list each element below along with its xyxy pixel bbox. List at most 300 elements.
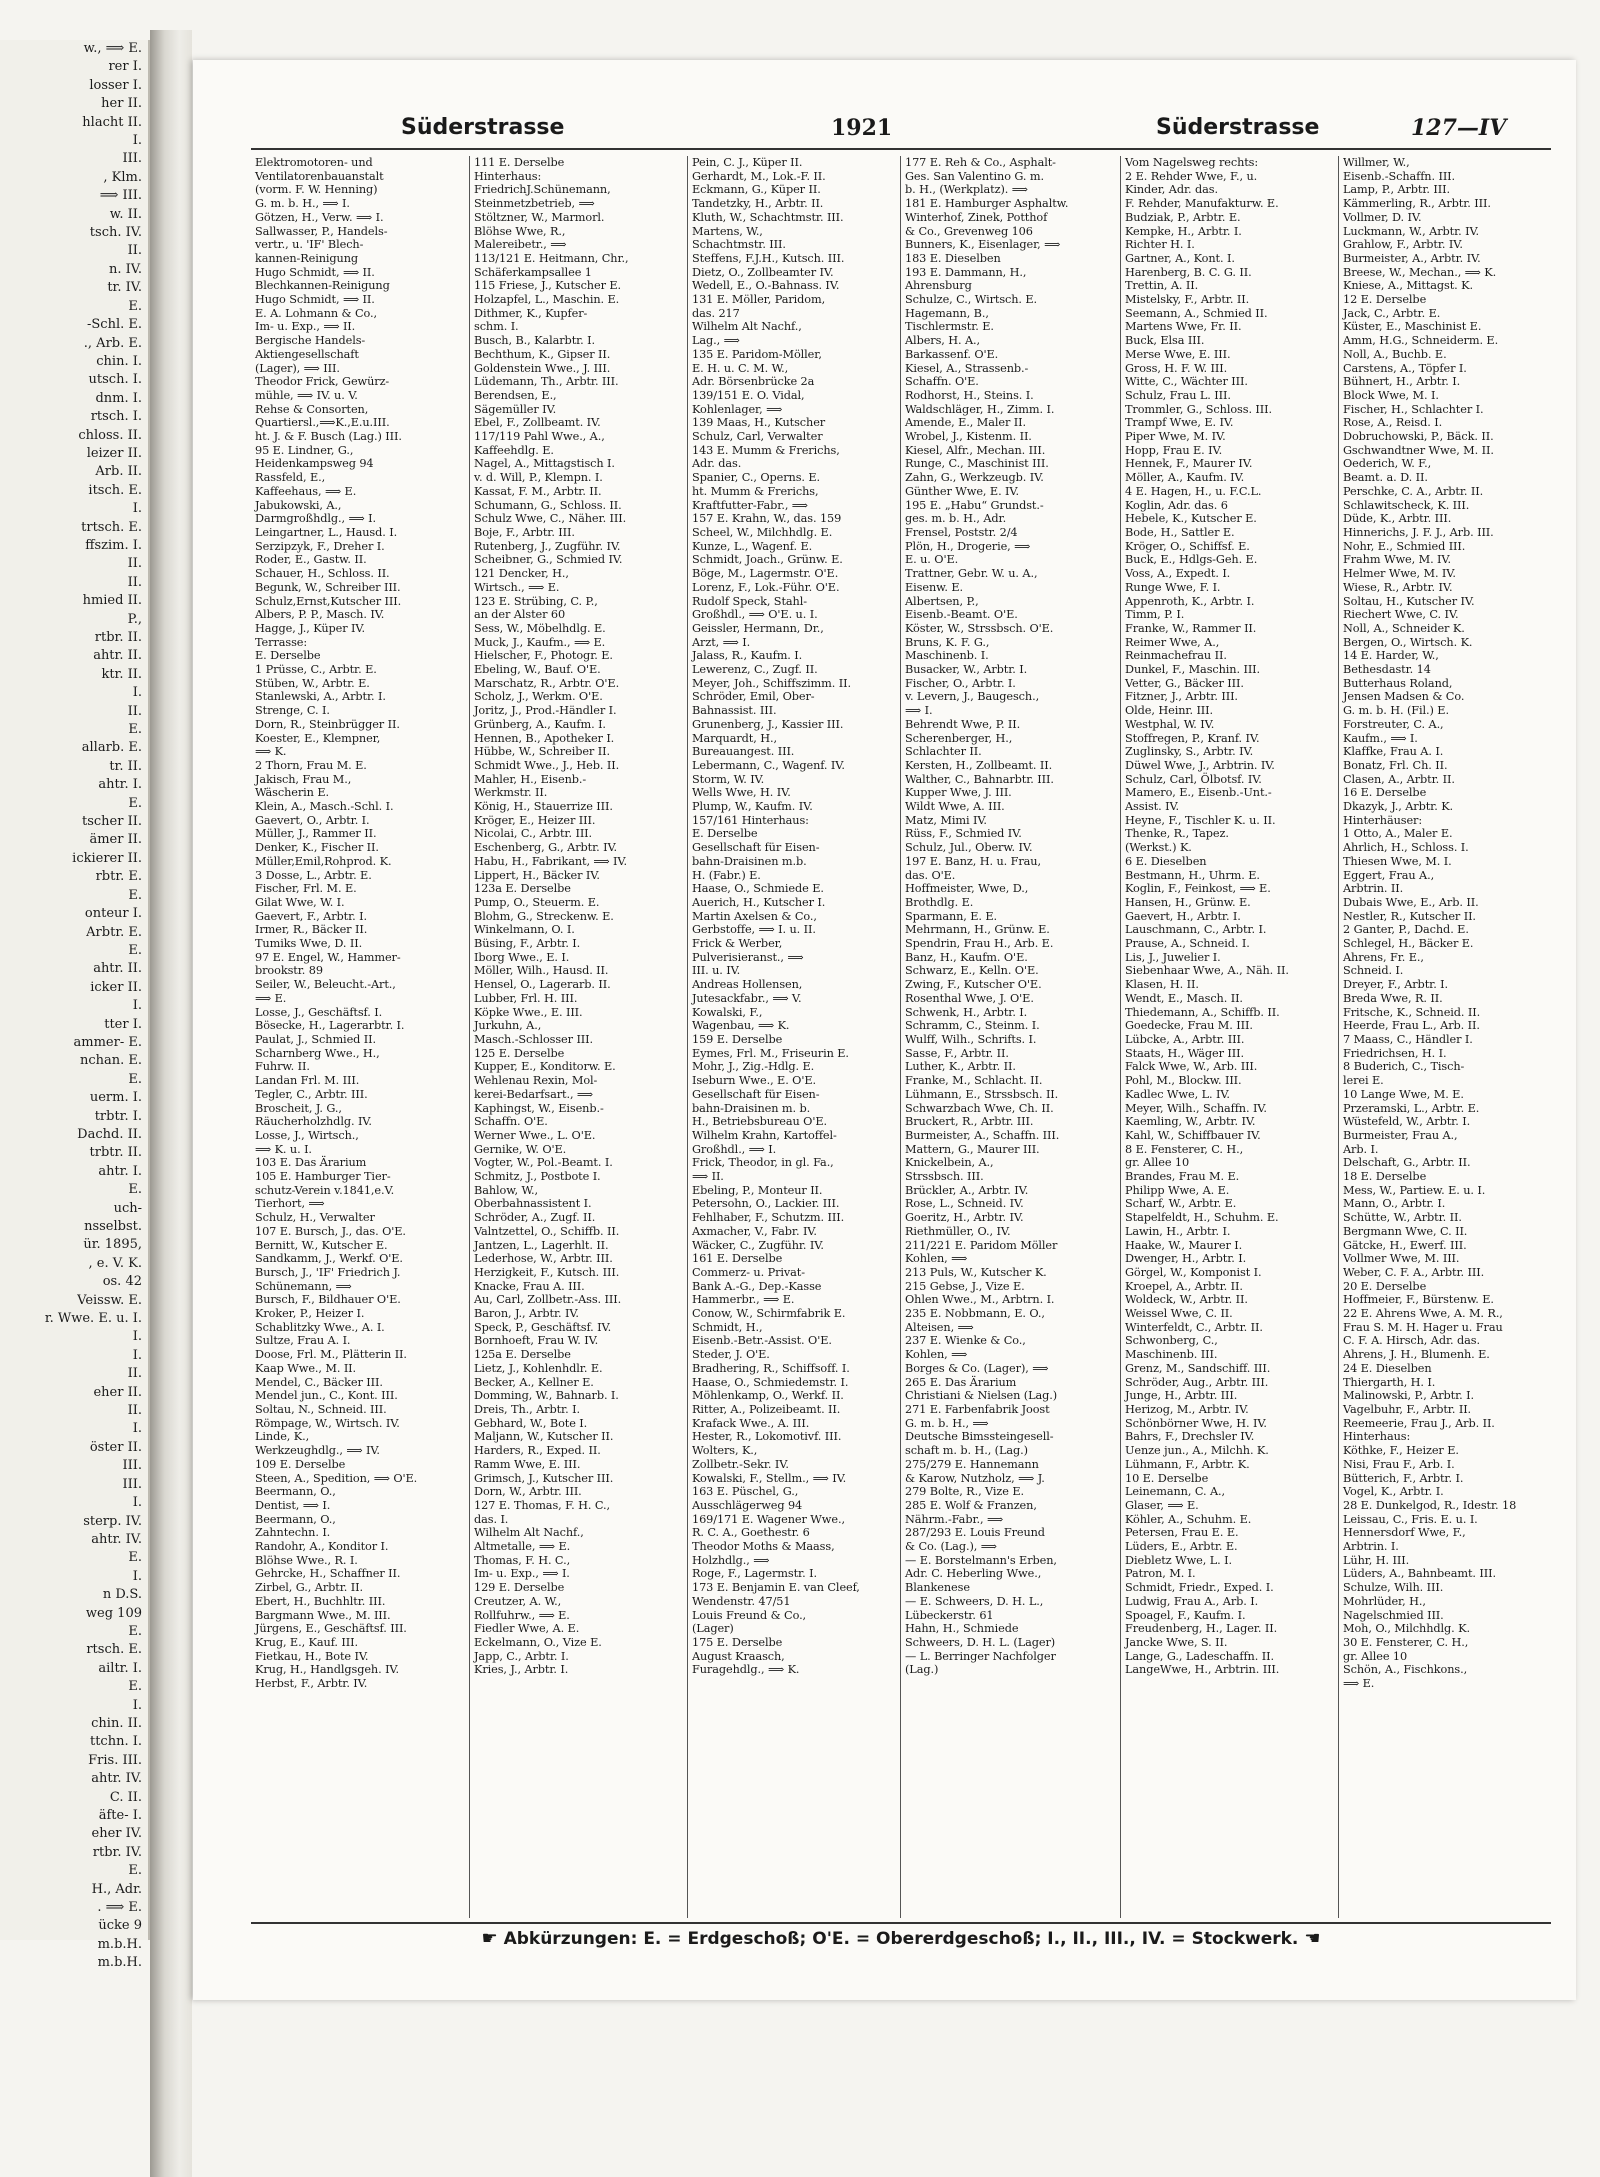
directory-entry: Thenke, R., Tapez.: [1125, 827, 1229, 841]
left-page-entry-fragment: her II.: [101, 96, 142, 112]
directory-entry: Witte, C., Wächter III.: [1125, 375, 1248, 389]
directory-entry: Adr. das.: [692, 457, 742, 471]
directory-entry: 18 E. Derselbe: [1343, 1170, 1427, 1184]
directory-entry: Noll, A., Buchb. E.: [1343, 347, 1447, 361]
directory-entry: Mamero, E., Eisenb.-Unt.-: [1125, 786, 1272, 800]
directory-entry: Goldenstein Wwe., J. III.: [474, 361, 611, 375]
directory-entry: Bursch, J., 'IF' Friedrich J.: [255, 1265, 401, 1279]
directory-entry: Buck, E., Hdlgs-Geh. E.: [1125, 553, 1258, 567]
left-page-entry-fragment: H., Adr.: [91, 1881, 142, 1897]
directory-entry: Piper Wwe, M. IV.: [1125, 430, 1226, 444]
directory-entry: Kowalski, F., Stellm., ⟹ IV.: [692, 1471, 847, 1485]
directory-entry: Assist. IV.: [1125, 800, 1180, 814]
directory-entry: Schmidt, H.,: [692, 1320, 763, 1334]
directory-entry: Mohr, J., Zig.-Hdlg. E.: [692, 1060, 815, 1074]
directory-entry: 123 E. Strübing, C. P.,: [474, 594, 598, 608]
directory-entry: Kassat, F. M., Arbtr. II.: [474, 484, 602, 498]
directory-entry: Ludwig, Frau A., Arb. I.: [1125, 1594, 1259, 1608]
directory-entry: Serzipzyk, F., Dreher I.: [255, 539, 385, 553]
left-page-entry-fragment: ickierer II.: [72, 850, 142, 866]
directory-entry: Axmacher, V., Fabr. IV.: [692, 1224, 817, 1238]
directory-entry: Dubais Wwe, E., Arb. II.: [1343, 895, 1479, 909]
directory-entry: Adr. Börsenbrücke 2a: [692, 375, 815, 389]
directory-entry: Mann, O., Arbtr. I.: [1343, 1197, 1446, 1211]
directory-entry: Ebert, H., Buchhltr. III.: [255, 1594, 386, 1608]
left-page-entry-fragment: ahtr. II.: [93, 648, 142, 664]
directory-entry: 8 E. Fensterer, C. H.,: [1125, 1142, 1244, 1156]
directory-entry: Fietkau, H., Bote IV.: [255, 1649, 369, 1663]
directory-entry: Eckmann, G., Küper II.: [692, 183, 821, 197]
directory-entry: Bethesdastr. 14: [1343, 663, 1431, 677]
abbreviations-legend: [251, 1928, 1551, 1949]
directory-entry: Rehse & Consorten,: [255, 402, 369, 416]
directory-entry: brookstr. 89: [255, 964, 323, 978]
directory-entry: Fuhrw. II.: [255, 1060, 310, 1074]
directory-entry: Zwing, F., Kutscher O'E.: [905, 978, 1042, 992]
directory-entry: Gschwandtner Wwe, M. II.: [1343, 443, 1494, 457]
directory-entry: Weber, C. F. A., Arbtr. III.: [1343, 1265, 1485, 1279]
left-page-entry-fragment: äfte- I.: [98, 1808, 142, 1823]
directory-entry: Düde, K., Arbtr. III.: [1343, 512, 1452, 526]
directory-entry: Schwenk, H., Arbtr. I.: [905, 1005, 1028, 1019]
directory-entry: 20 E. Derselbe: [1343, 1279, 1427, 1293]
directory-entry: Lederhose, W., Arbtr. III.: [474, 1252, 613, 1266]
directory-entry: Wilhelm Alt Nachf.,: [474, 1526, 584, 1540]
directory-entry: Paulat, J., Schmied II.: [255, 1033, 376, 1046]
directory-entry: das. I.: [474, 1512, 509, 1526]
directory-entry: Appenroth, K., Arbtr. I.: [1125, 594, 1255, 608]
directory-entry: Schünemann, ⟹: [255, 1279, 352, 1293]
directory-entry: das. O'E.: [905, 868, 956, 882]
directory-entry: Dorn, W., Arbtr. III.: [474, 1485, 582, 1499]
left-page-entry-fragment: n. IV.: [108, 261, 142, 277]
directory-entry: bahn-Draisinen m. b.: [692, 1101, 811, 1115]
directory-entry: ⟹ II.: [692, 1170, 724, 1184]
directory-entry: Grahlow, F., Arbtr. IV.: [1343, 238, 1463, 252]
directory-entry: Nohr, E., Schmied III.: [1343, 539, 1466, 553]
directory-entry: Krug, H., Handlgsgeh. IV.: [255, 1663, 400, 1677]
directory-entry: Reemeerie, Frau J., Arb. II.: [1343, 1416, 1495, 1430]
directory-entry: Lüders, E., Arbtr. E.: [1125, 1540, 1238, 1554]
left-page-entry-fragment: E.: [128, 722, 142, 738]
directory-entry: Mess, W., Partiew. E. u. I.: [1343, 1183, 1486, 1197]
footer-rule: [251, 1922, 1551, 1924]
directory-entry: Fiedler Wwe, A. E.: [474, 1622, 580, 1636]
directory-entry: Sasse, F., Arbtr. II.: [905, 1046, 1009, 1060]
directory-entry: Wäscherin E.: [255, 786, 329, 800]
left-page-entry-fragment: uch-: [113, 1200, 142, 1216]
directory-entry: Hübbe, W., Schreiber II.: [474, 745, 610, 759]
directory-entry: Bornhoeft, Frau W. IV.: [474, 1334, 599, 1348]
directory-entry: Doose, Frl. M., Plätterin II.: [255, 1348, 407, 1362]
directory-entry: 181 E. Hamburger Asphaltw.: [905, 197, 1069, 211]
directory-entry: Götzen, H., Verw. ⟹ I.: [255, 210, 384, 224]
directory-entry: Irmer, R., Bäcker II.: [255, 923, 368, 937]
directory-entry: Hennersdorf Wwe, F.,: [1343, 1526, 1466, 1540]
directory-entry: Brandes, Frau M. E.: [1125, 1170, 1240, 1184]
left-page-entry-fragment: P.,: [127, 611, 142, 627]
directory-entry: ⟹ E.: [1343, 1677, 1375, 1691]
abbreviations-text: Abkürzungen: E. = Erdgeschoß; O'E. = Obererdgeschoß; I., II., III., IV. = Stockwerk.: [503, 1929, 1299, 1949]
directory-entry: Müller, J., Rammer II.: [255, 827, 377, 841]
directory-entry: Glaser, ⟹ E.: [1125, 1498, 1199, 1512]
pointing-hand-left-icon: ☛: [481, 1928, 498, 1949]
directory-entry: Burmeister, Frau A.,: [1343, 1128, 1458, 1142]
directory-entry: Thiesen Wwe, M. I.: [1343, 854, 1452, 868]
directory-entry: Butterhaus Roland,: [1343, 676, 1453, 690]
directory-entry: Steinmetzbetrieb, ⟹: [474, 197, 595, 211]
directory-entry: Fehlhaber, F., Schutzm. III.: [692, 1211, 845, 1225]
directory-entry: Denker, K., Fischer II.: [255, 841, 379, 855]
directory-entry: Arb. I.: [1343, 1142, 1379, 1156]
directory-entry: Rutenberg, J., Zugführ. IV.: [474, 539, 621, 553]
directory-entry: Pein, C. J., Küper II.: [692, 156, 803, 169]
left-page-entry-fragment: tr. IV.: [107, 280, 142, 296]
left-page-entry-fragment: rtsch. E.: [86, 1642, 142, 1658]
directory-entry: Fitzner, J., Arbtr. III.: [1125, 690, 1238, 704]
directory-entry: Bank A.-G., Dep.-Kasse: [692, 1279, 822, 1293]
directory-entry: Deutsche Bimssteingesell-: [905, 1430, 1054, 1444]
directory-entry: Dorn, R., Steinbrügger II.: [255, 717, 400, 731]
left-page-entry-fragment: I.: [132, 1329, 142, 1345]
directory-entry: Bruns, K. F. G.,: [905, 635, 990, 649]
directory-entry: Hoffmeister, Wwe, D.,: [905, 882, 1029, 896]
directory-entry: Beermann, O.,: [255, 1485, 336, 1499]
directory-entry: lerei E.: [1343, 1074, 1384, 1088]
directory-entry: Alteisen, ⟹: [905, 1320, 974, 1334]
directory-entry: Ausschlägerweg 94: [692, 1498, 803, 1512]
directory-entry: Wehlenau Rexin, Mol-: [474, 1074, 598, 1088]
pointing-hand-right-icon: ☚: [1304, 1928, 1321, 1949]
directory-entry: Fischer, Frl. M. E.: [255, 882, 357, 896]
left-page-entry-fragment: Arbtr. E.: [86, 924, 142, 940]
directory-entry: 4 E. Hagen, H., u. F.C.L.: [1125, 484, 1262, 498]
directory-entry: Gernike, W. O'E.: [474, 1142, 567, 1156]
directory-entry: Jutesackfabr., ⟹ V.: [692, 991, 802, 1005]
directory-entry: 123a E. Derselbe: [474, 882, 571, 896]
directory-entry: Arbtrin. II.: [1343, 882, 1404, 896]
directory-entry: Eisenb.-Schaffn. III.: [1343, 169, 1456, 183]
directory-entry: Lippert, H., Bäcker IV.: [474, 868, 600, 882]
directory-entry: Bösecke, H., Lagerarbtr. I.: [255, 1019, 405, 1033]
directory-entry: 30 E. Fensterer, C. H.,: [1343, 1635, 1469, 1649]
directory-entry: Dunkel, F., Maschin. III.: [1125, 663, 1261, 677]
directory-entry: Winterfeldt, C., Arbtr. II.: [1125, 1320, 1263, 1334]
directory-entry: Helmer Wwe, M. IV.: [1343, 567, 1456, 581]
directory-entry: Heyne, F., Tischler K. u. II.: [1125, 813, 1276, 827]
directory-entry: Reimer Wwe, A.,: [1125, 635, 1220, 649]
directory-entry: & Karow, Nutzholz, ⟹ J.: [905, 1471, 1045, 1485]
left-page-entry-fragment: E.: [128, 1679, 142, 1695]
directory-entry: Vogter, W., Pol.-Beamt. I.: [474, 1156, 613, 1170]
directory-entry: Breda Wwe, R. II.: [1343, 991, 1443, 1005]
directory-entry: Goedecke, Frau M. III.: [1125, 1019, 1253, 1033]
directory-entry: Jack, C., Arbtr. E.: [1343, 306, 1441, 320]
directory-entry: Linde, K.,: [255, 1430, 310, 1444]
directory-entry: Hoffmeier, F., Bürstenw. E.: [1343, 1293, 1494, 1307]
directory-entry: Ramm Wwe, E. III.: [474, 1457, 581, 1471]
left-page-entry-fragment: rtbr. II.: [94, 630, 142, 645]
directory-entry: Wüstefeld, W., Arbtr. I.: [1343, 1115, 1471, 1129]
directory-entry: Schmidt Wwe., J., Heb. II.: [474, 758, 620, 772]
directory-entry: Dwenger, H., Arbtr. I.: [1125, 1252, 1247, 1266]
directory-entry: Kröger, E., Heizer III.: [474, 813, 596, 827]
directory-entry: Mehrmann, H., Grünw. E.: [905, 923, 1050, 937]
directory-entry: Merse Wwe, E. III.: [1125, 347, 1231, 361]
directory-entry: Koglin, Adr. das. 6: [1125, 498, 1228, 512]
left-page-entry-fragment: I.: [132, 1347, 142, 1363]
directory-entry: Lühr, H. III.: [1343, 1553, 1410, 1567]
directory-entry: 1 Otto, A., Maler E.: [1343, 827, 1453, 841]
directory-entry: Köpke Wwe., E. III.: [474, 1005, 583, 1019]
directory-entry: kerei-Bedarfsart., ⟹: [474, 1087, 594, 1101]
left-page-entry-fragment: , Klm.: [103, 169, 142, 185]
directory-entry: Marquardt, H.,: [692, 731, 777, 745]
directory-entry: Lebermann, C., Wagenf. IV.: [692, 758, 845, 772]
directory-entry: Gross, H. F. W. III.: [1125, 361, 1228, 375]
directory-entry: Büsing, F., Arbtr. I.: [474, 937, 581, 951]
directory-entry: Busacker, W., Arbtr. I.: [905, 663, 1028, 677]
directory-entry: Kowalski, F.,: [692, 1005, 763, 1019]
directory-entry: Hagge, J., Küper IV.: [255, 621, 365, 635]
directory-entry: Haase, O., Schmiedemstr. I.: [692, 1375, 849, 1389]
directory-entry: 195 E. „Habu“ Grundst.-: [905, 498, 1044, 512]
directory-entry: Baron, J., Arbtr. IV.: [474, 1307, 579, 1321]
directory-entry: III. u. IV.: [692, 964, 741, 978]
directory-entry: E. u. O'E.: [905, 553, 959, 567]
directory-entry: G. m. b. H. (Fil.) E.: [1343, 704, 1449, 718]
directory-entry: Zirbel, G., Arbtr. II.: [255, 1581, 363, 1595]
directory-entry: Sparmann, E. E.: [905, 909, 998, 923]
left-page-entry-fragment: II.: [127, 703, 142, 719]
directory-entry: Au, Carl, Zollbetr.-Ass. III.: [474, 1293, 622, 1307]
directory-entry: Schablitzky Wwe., A. I.: [255, 1320, 385, 1334]
directory-entry: Strenge, C. I.: [255, 704, 330, 718]
directory-entry: Goeritz, H., Arbtr. IV.: [905, 1211, 1024, 1225]
directory-entry: Wendenstr. 47/51: [692, 1594, 791, 1608]
directory-entry: Großhdl., ⟹ I.: [692, 1142, 777, 1156]
directory-entry: Becker, A., Kellner E.: [474, 1375, 594, 1389]
left-page-entry-fragment: E.: [128, 1550, 142, 1566]
directory-entry: König, H., Stauerrize III.: [474, 800, 613, 814]
directory-entry: Lubber, Frl. H. III.: [474, 991, 578, 1005]
directory-entry: Schumann, G., Schloss. II.: [474, 498, 622, 512]
directory-entry: August Kraasch,: [692, 1649, 785, 1663]
directory-entry: Spoagel, F., Kaufm. I.: [1125, 1608, 1246, 1622]
directory-entry: Japp, C., Arbtr. I.: [474, 1649, 569, 1663]
directory-entry: Möller, A., Kaufm. IV.: [1125, 471, 1245, 485]
directory-entry: & Co. (Lag.), ⟹: [905, 1540, 997, 1554]
directory-entry: & Co., Grevenweg 106: [905, 224, 1033, 238]
directory-entry: 139/151 E. O. Vidal,: [692, 388, 805, 402]
directory-entry: Hopp, Frau E. IV.: [1125, 443, 1223, 457]
directory-entry: Bahrs, F., Drechsler IV.: [1125, 1430, 1255, 1444]
directory-entry: Iborg Wwe., E. I.: [474, 950, 570, 964]
directory-entry: Thomas, F. H. C.,: [474, 1553, 571, 1567]
left-page-entry-fragment: , e. V. K.: [88, 1255, 142, 1271]
directory-entry: gr. Allee 10: [1125, 1156, 1190, 1170]
left-page-entry-fragment: E.: [128, 1863, 142, 1879]
directory-entry: Zollbetr.-Sekr. IV.: [692, 1457, 789, 1471]
directory-entry: Kraftfutter-Fabr., ⟹: [692, 498, 808, 512]
directory-entry: Gaevert, F., Arbtr. I.: [255, 909, 368, 923]
left-page-entry-fragment: Dachd. II.: [77, 1126, 142, 1142]
directory-entry: Gebhard, W., Bote I.: [474, 1416, 588, 1430]
directory-entry: Bernitt, W., Kutscher E.: [255, 1238, 388, 1252]
directory-entry: Bruckert, R., Arbtr. III.: [905, 1115, 1034, 1129]
directory-entry: Zahn, G., Werkzeugb. IV.: [905, 471, 1044, 485]
directory-entry: Quartiersl.,⟹K.,E.u.III.: [255, 416, 390, 430]
directory-entry: Lüders, A., Bahnbeamt. III.: [1343, 1567, 1496, 1581]
left-page-entry-fragment: trtsch. E.: [81, 519, 142, 535]
directory-entry: Trettin, A. II.: [1125, 279, 1199, 293]
directory-entry: 109 E. Derselbe: [255, 1457, 346, 1471]
directory-entry: 105 E. Hamburger Tier-: [255, 1170, 391, 1184]
directory-entry: Bestmann, H., Uhrm. E.: [1125, 868, 1260, 882]
directory-entry: Eisenb.-Betr.-Assist. O'E.: [692, 1334, 832, 1348]
directory-entry: Schröder, A., Zugf. II.: [474, 1211, 596, 1225]
directory-entry: 175 E. Derselbe: [692, 1635, 783, 1649]
directory-entry: Nährm.-Fabr., ⟹: [905, 1512, 1004, 1526]
directory-entry: Mendel jun., C., Kont. III.: [255, 1389, 398, 1403]
directory-entry: Patron, M. I.: [1125, 1567, 1196, 1581]
directory-entry: Herzigkeit, F., Kutsch. III.: [474, 1265, 620, 1279]
directory-entry: E. Derselbe: [255, 649, 321, 663]
directory-entry: Ebel, F., Zollbeamt. IV.: [474, 416, 601, 430]
directory-entry: LangeWwe, H., Arbtrin. III.: [1125, 1663, 1280, 1677]
left-page-entry-fragment: ücke 9: [98, 1918, 142, 1934]
book-spine: [150, 30, 192, 2177]
directory-entry: Klasen, H. II.: [1125, 978, 1199, 992]
directory-entry: 2 E. Rehder Wwe, F., u.: [1125, 169, 1258, 183]
directory-entry: 12 E. Derselbe: [1343, 293, 1427, 307]
directory-entry: Wäcker, C., Zugführ. IV.: [692, 1238, 824, 1252]
directory-entry: Räucherholzhdlg. IV.: [255, 1115, 372, 1129]
directory-entry: ⟹ K. u. I.: [255, 1142, 312, 1156]
year: 1921: [831, 115, 893, 141]
header-rule: [251, 148, 1551, 150]
directory-entry: Tumiks Wwe, D. II.: [255, 937, 363, 951]
left-page-entry-fragment: ailtr. I.: [98, 1660, 142, 1676]
directory-entry: Mohrlüder, H.,: [1343, 1594, 1426, 1608]
directory-entry: Lamp, P., Arbtr. III.: [1343, 183, 1450, 197]
column-6: [1338, 156, 1555, 1918]
directory-entry: Barkassenf. O'E.: [905, 347, 999, 361]
directory-entry: Willmer, W.,: [1343, 156, 1410, 169]
left-page-entry-fragment: E.: [128, 1182, 142, 1198]
left-page-entry-fragment: Arb. II.: [95, 464, 142, 480]
directory-entry: Seemann, A., Schmied II.: [1125, 306, 1268, 320]
directory-entry: Losse, J., Wirtsch.,: [255, 1128, 359, 1142]
directory-entry: Staats, H., Wäger III.: [1125, 1046, 1244, 1060]
left-page-entry-fragment: Fris. III.: [88, 1752, 142, 1768]
directory-entry: Matz, Mimi IV.: [905, 813, 987, 827]
directory-entry: Schwonberg, C.,: [1125, 1334, 1218, 1348]
directory-entry: Stöltzner, W., Marmorl.: [474, 210, 605, 224]
directory-entry: Scharf, W., Arbtr. E.: [1125, 1197, 1237, 1211]
directory-entry: Conow, W., Schirmfabrik E.: [692, 1307, 846, 1321]
left-page-entry-fragment: chloss. II.: [78, 427, 142, 443]
left-page-entry-fragment: ., Arb. E.: [83, 335, 142, 351]
directory-entry: Meyer, Wilh., Schaffn. IV.: [1125, 1101, 1267, 1115]
left-page-entry-fragment: II.: [127, 243, 142, 259]
directory-entry: Busch, B., Kalarbtr. I.: [474, 334, 596, 348]
directory-entry: Werner Wwe., L. O'E.: [474, 1128, 596, 1142]
directory-entry: Bahlow, W.,: [474, 1183, 538, 1197]
directory-entry: Bergische Handels-: [255, 334, 366, 348]
directory-entry: Seiler, W., Beleucht.-Art.,: [255, 978, 396, 992]
directory-entry: 111 E. Derselbe: [474, 156, 565, 169]
directory-entry: Furagehdlg., ⟹ K.: [692, 1663, 800, 1677]
directory-entry: Reinmachefrau II.: [1125, 649, 1227, 663]
left-page-entry-fragment: allarb. E.: [81, 740, 142, 756]
directory-entry: Lewerenz, C., Zugf. II.: [692, 663, 818, 677]
directory-entry: Falck Wwe, W., Arb. III.: [1125, 1060, 1258, 1074]
directory-entry: Schulze, Wilh. III.: [1343, 1581, 1444, 1595]
directory-entry: Steen, A., Spedition, ⟹ O'E.: [255, 1471, 418, 1485]
directory-entry: Schäferkampsallee 1: [474, 265, 592, 279]
directory-page: [193, 60, 1576, 2000]
directory-entry: Petersen, Frau E. E.: [1125, 1526, 1239, 1540]
directory-entry: Burmeister, A., Arbtr. IV.: [1343, 251, 1481, 265]
directory-entry: 265 E. Das Ärarium: [905, 1375, 1017, 1389]
directory-entry: Martens Wwe, Fr. II.: [1125, 320, 1242, 334]
directory-entry: Forstreuter, C. A.,: [1343, 717, 1444, 731]
directory-entry: ges. m. b. H., Adr.: [905, 512, 1007, 526]
directory-entry: 8 Buderich, C., Tisch-: [1343, 1060, 1465, 1074]
left-page-entry-fragment: I.: [132, 133, 142, 149]
directory-entry: Przeramski, L., Arbtr. E.: [1343, 1101, 1480, 1115]
directory-entry: Schulz,Ernst,Kutscher III.: [255, 594, 402, 608]
directory-entry: Malinowski, P., Arbtr. I.: [1343, 1389, 1475, 1403]
left-page-entry-fragment: I.: [132, 1421, 142, 1437]
directory-entry: Kröger, O., Schiffsf. E.: [1125, 539, 1250, 553]
directory-entry: Blechkannen-Reinigung: [255, 279, 390, 293]
directory-entry: 10 E. Derselbe: [1125, 1471, 1209, 1485]
directory-entry: Hagemann, B.,: [905, 306, 989, 320]
directory-entry: 28 E. Dunkelgod, R., Idestr. 18: [1343, 1498, 1517, 1512]
directory-entry: Lis, J., Juwelier I.: [1125, 950, 1221, 964]
directory-entry: Leissau, C., Fris. E. u. I.: [1343, 1512, 1478, 1526]
left-page-entry-fragment: . ⟹ E.: [97, 1900, 142, 1916]
directory-entry: Elektromotoren- und: [255, 156, 373, 169]
directory-entry: Kaffeehdlg. E.: [474, 443, 554, 457]
directory-entry: Vollmer, D. IV.: [1343, 210, 1422, 224]
directory-entry: Mendel, C., Bäcker III.: [255, 1375, 383, 1389]
directory-entry: Soltau, H., Kutscher IV.: [1343, 594, 1475, 608]
directory-entry: G. m. b. H., ⟹: [905, 1416, 989, 1430]
directory-entry: Nisi, Frau F., Arb. I.: [1343, 1457, 1455, 1471]
directory-entry: 135 E. Paridom-Möller,: [692, 347, 822, 361]
directory-entry: Lauschmann, C., Arbtr. I.: [1125, 923, 1267, 937]
directory-entry: Bergmann Wwe, C. II.: [1343, 1224, 1468, 1238]
directory-entry: Kersten, H., Zollbeamt. II.: [905, 758, 1053, 772]
directory-entry: Kahl, W., Schiffbauer IV.: [1125, 1128, 1261, 1142]
directory-entry: Harders, R., Exped. II.: [474, 1444, 601, 1458]
directory-entry: Schröder, Aug., Arbtr. III.: [1125, 1375, 1269, 1389]
directory-entry: Sandkamm, J., Werkf. O'E.: [255, 1252, 403, 1266]
directory-entry: 163 E. Püschel, G.,: [692, 1485, 799, 1499]
directory-entry: Gerhardt, M., Lok.-F. II.: [692, 169, 826, 183]
directory-entry: 1 Prüsse, C., Arbtr. E.: [255, 663, 377, 677]
directory-entry: Hinterhaus:: [1343, 1430, 1411, 1444]
directory-entry: Schlegel, H., Bäcker E.: [1343, 937, 1474, 951]
directory-entry: Küster, E., Maschinist E.: [1343, 320, 1482, 334]
street-title-right: Süderstrasse: [1156, 115, 1320, 140]
directory-entry: Kries, J., Arbtr. I.: [474, 1663, 569, 1677]
directory-entry: ⟹ E.: [255, 991, 287, 1005]
left-page-entry-fragment: tsch. IV.: [89, 225, 142, 241]
